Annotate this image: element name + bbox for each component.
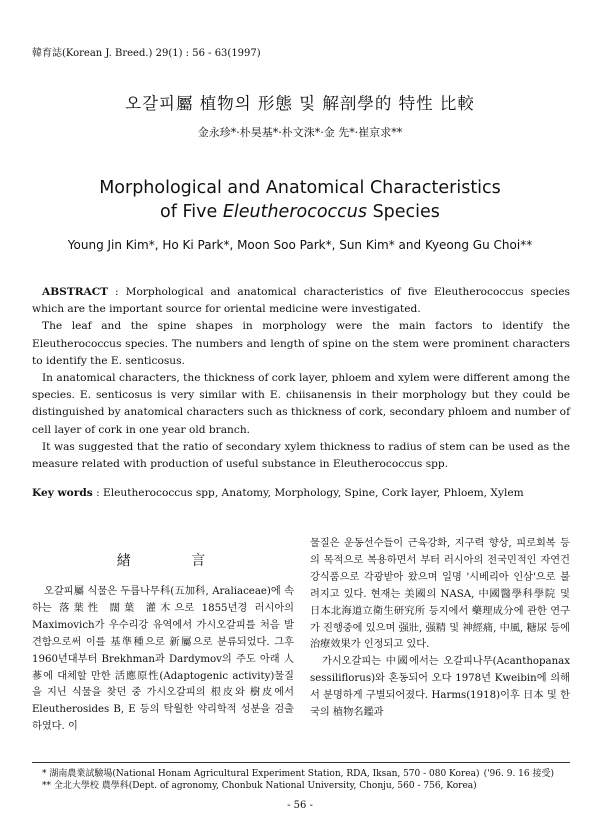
- keywords-text: : Eleutherococcus spp, Anatomy, Morphology, Spine, Cork layer, Phloem, Xylem: [92, 487, 524, 499]
- received-date: ('96. 9. 16 接受): [483, 769, 554, 779]
- title-genus: Eleutherococcus: [222, 202, 368, 222]
- english-title-line1: Morphological and Anatomical Characteristics: [99, 178, 501, 198]
- title-post: Species: [367, 202, 440, 222]
- abstract-p2: The leaf and the spine shapes in morphology were the main factors to identify the Eleutherococcus species. The numbers and length of spine on the stem were prominent characters to identify the E. senticosus.: [32, 320, 570, 367]
- abstract-p3: In anatomical characters, the thickness of cork layer, phloem and xylem were different among the species. E. senticosus is very similar with E. chiisanensis in their morphology but they could be distinguished by anatomical characters such as thickness of cork, secondary phloem and number of cell layer of cork in one year old branch.: [32, 372, 570, 436]
- abstract-p1-text: : Morphological and anatomical characteristics of five Eleutherococcus species which are the important source for oriental medicine were investigated.: [32, 286, 570, 316]
- english-title-line2: [0, 200, 600, 224]
- abstract: [32, 284, 570, 473]
- section-heading-introduction: 緖 言: [116, 553, 234, 569]
- abstract-p1: [32, 284, 570, 318]
- footnote-divider: [32, 762, 570, 763]
- korean-title: 오갈피屬 植物의 形態 및 解剖學的 特性 比較: [125, 94, 475, 113]
- korean-authors: 金永珍*·朴昊基*·朴文洙*·金 先*·崔京求**: [197, 126, 403, 139]
- footnote-1: [42, 768, 562, 780]
- page-number: - 56 -: [287, 800, 313, 811]
- keywords-label: Key words: [32, 487, 93, 499]
- keywords: [32, 487, 524, 499]
- footnote-1-text: * 湖南農業試驗場(National Honam Agricultural Experiment Station, RDA, Iksan, 570 - 080 Korea): [42, 769, 480, 779]
- right-column: [310, 536, 570, 722]
- left-column: [32, 584, 294, 736]
- english-authors: Young Jin Kim*, Ho Ki Park*, Moon Soo Park*, Sun Kim* and Kyeong Gu Choi**: [67, 238, 533, 252]
- footnote-2: ** 全北大學校 農學科(Dept. of agronomy, Chonbuk National University, Chonju, 560 - 756, Korea): [42, 781, 477, 791]
- right-paragraph-1: 물질은 운동선수들이 근육강화, 지구력 향상, 피로회복 등의 목적으로 복용하면서 부터 러시아의 전국민적인 자연건강식품으로 각광받아 왔으며 일명 '시베리아 인삼'으로 불려지고 있다. 현재는 美國의 NASA, 中國醫學科學院 및 日本北海道立衛生研究所 등지에서 藥理成分에 관한 연구가 진행중에 있으며 强壯, 强精 및 神經痛, 中風, 糖尿 등에 治療效果가 인정되고 있다.: [310, 538, 570, 651]
- abstract-p4: It was suggested that the ratio of secondary xylem thickness to radius of stem can be used as the measure related with production of useful substance in Eleutherococcus spp.: [32, 440, 570, 471]
- journal-citation: 韓育誌(Korean J. Breed.) 29(1) : 56 - 63(1997): [32, 48, 261, 59]
- title-pre: of Five: [160, 202, 223, 222]
- english-title: [0, 176, 600, 224]
- left-paragraph: 오갈피屬 식물은 두릅나무科(五加科, Araliaceae)에 속하는 落葉性 闊葉 灌木으로 1855년경 러시아의 Maximovich가 우수리강 유역에서 가시오갈피를 처음 발견함으로써 이를 基準種으로 新屬으로 분류되었다. 그후 1960년대부터 Brekhman과 Dardymov의 주도 아래 人蔘에 대체할 만한 活應原性(Adaptogenic activity)물질을 지닌 식물을 찾던 중 가시오갈피의 根皮와 樹皮에서 Eleutherosides B, E 등의 탁월한 약리학적 성분을 검출하였다. 이: [32, 586, 294, 733]
- abstract-label: ABSTRACT: [42, 286, 109, 298]
- right-paragraph-2: 가시오갈피는 中國에서는 오갈피나무(Acanthopanax sessiliflorus)와 혼동되어 오다 1978년 Kweibin에 의해서 분명하게 구별되어졌다. Harms(1918)이후 日本 및 한국의 植物名鑑과: [310, 656, 570, 719]
